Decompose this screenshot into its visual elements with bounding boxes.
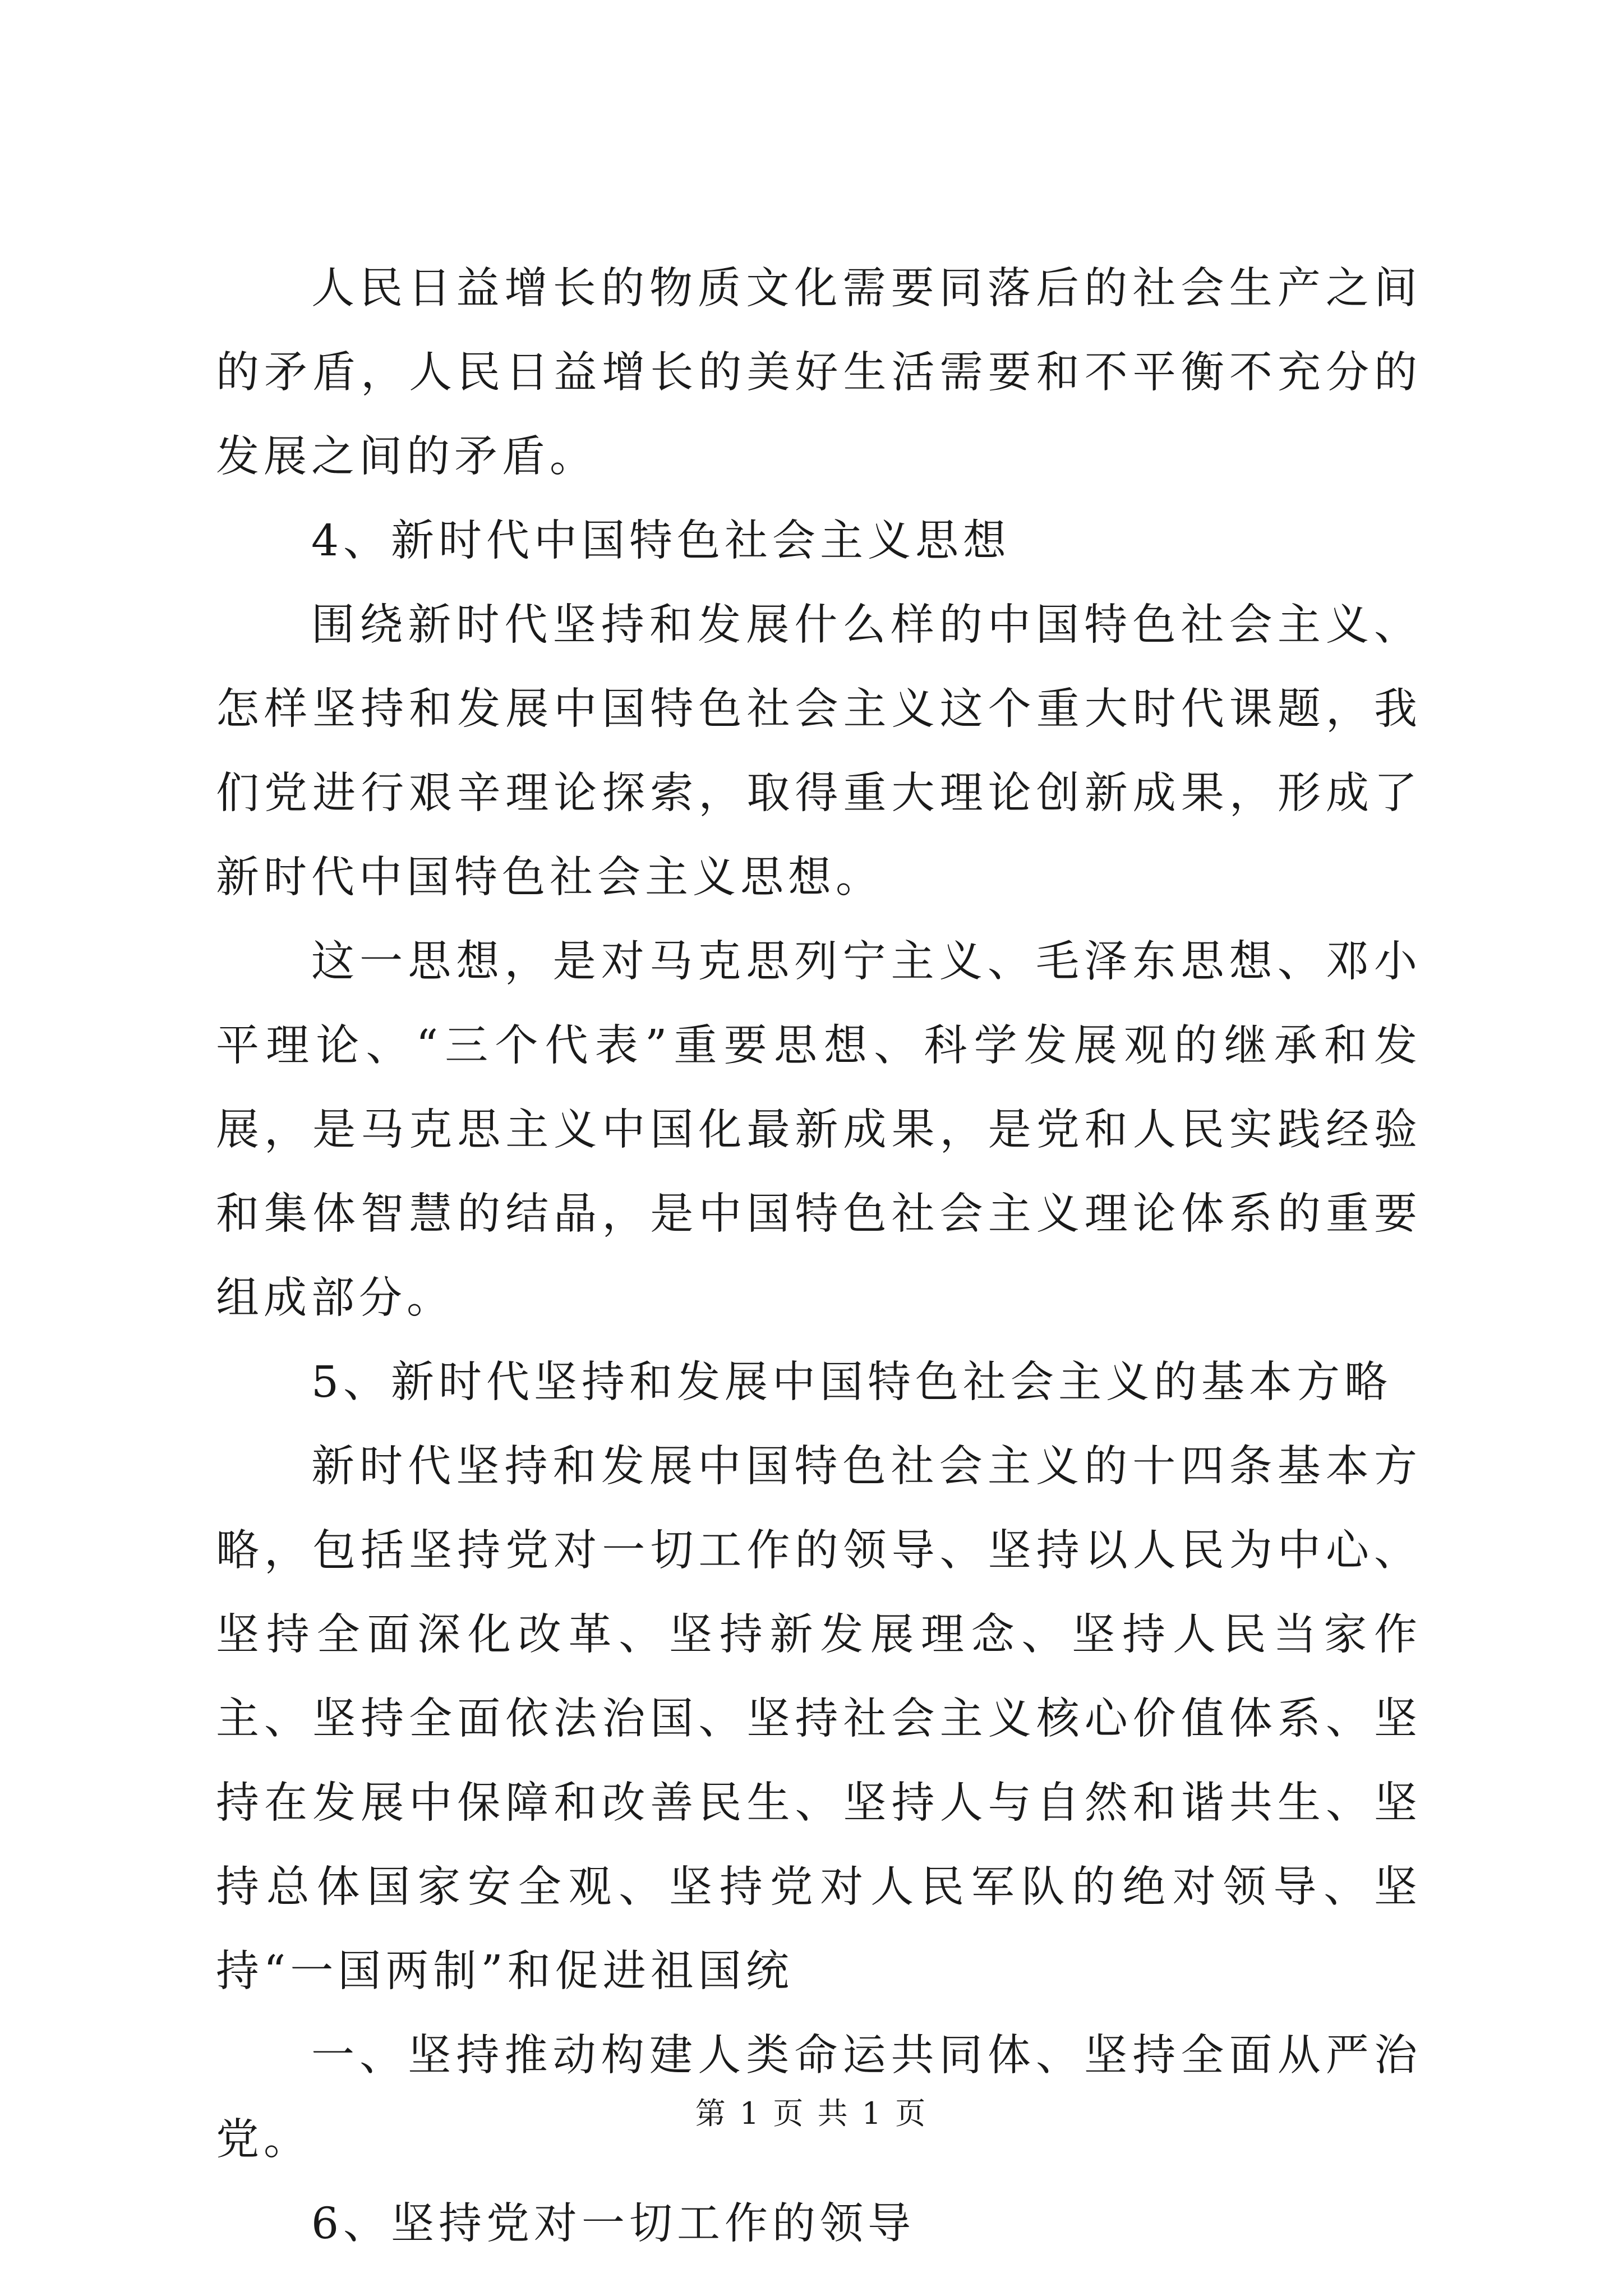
document-body xyxy=(216,247,1422,2266)
paragraph-thought-inheritance: 这一思想，是对马克思列宁主义、毛泽东思想、邓小平理论、“三个代表”重要思想、科学发展观的继承和发展，是马克思主义中国化最新成果，是党和人民实践经验和集体智慧的结晶，是中国特色社会主义理论体系的重要组成部分。 xyxy=(216,937,1422,1323)
section-heading-4: 4、新时代中国特色社会主义思想 xyxy=(311,516,1011,566)
paragraph-community-shared-future: 一、坚持推动构建人类命运共同体、坚持全面从严治党。 xyxy=(216,2031,1422,2165)
paragraph-fourteen-strategies: 新时代坚持和发展中国特色社会主义的十四条基本方略，包括坚持党对一切工作的领导、坚持以人民为中心、坚持全面深化改革、坚持新发展理念、坚持人民当家作主、坚持全面依法治国、坚持社会主义核心价值体系、坚持在发展中保障和改善民生、坚持人与自然和谐共生、坚持总体国家安全观、坚持党对人民军队的绝对领导、坚持“一国两制”和促进祖国统 xyxy=(216,1442,1422,1996)
section-heading-6: 6、坚持党对一切工作的领导 xyxy=(311,2199,915,2249)
section-heading-5: 5、新时代坚持和发展中国特色社会主义的基本方略 xyxy=(311,1358,1392,1407)
page-number-footer: 第 1 页 共 1 页 xyxy=(695,2096,928,2131)
paragraph-theory-exploration: 围绕新时代坚持和发展什么样的中国特色社会主义、怎样坚持和发展中国特色社会主义这个重大时代课题，我们党进行艰辛理论探索，取得重大理论创新成果，形成了新时代中国特色社会主义思想。 xyxy=(216,600,1422,903)
paragraph-contradiction: 人民日益增长的物质文化需要同落后的社会生产之间的矛盾，人民日益增长的美好生活需要和不平衡不充分的发展之间的矛盾。 xyxy=(216,264,1422,482)
